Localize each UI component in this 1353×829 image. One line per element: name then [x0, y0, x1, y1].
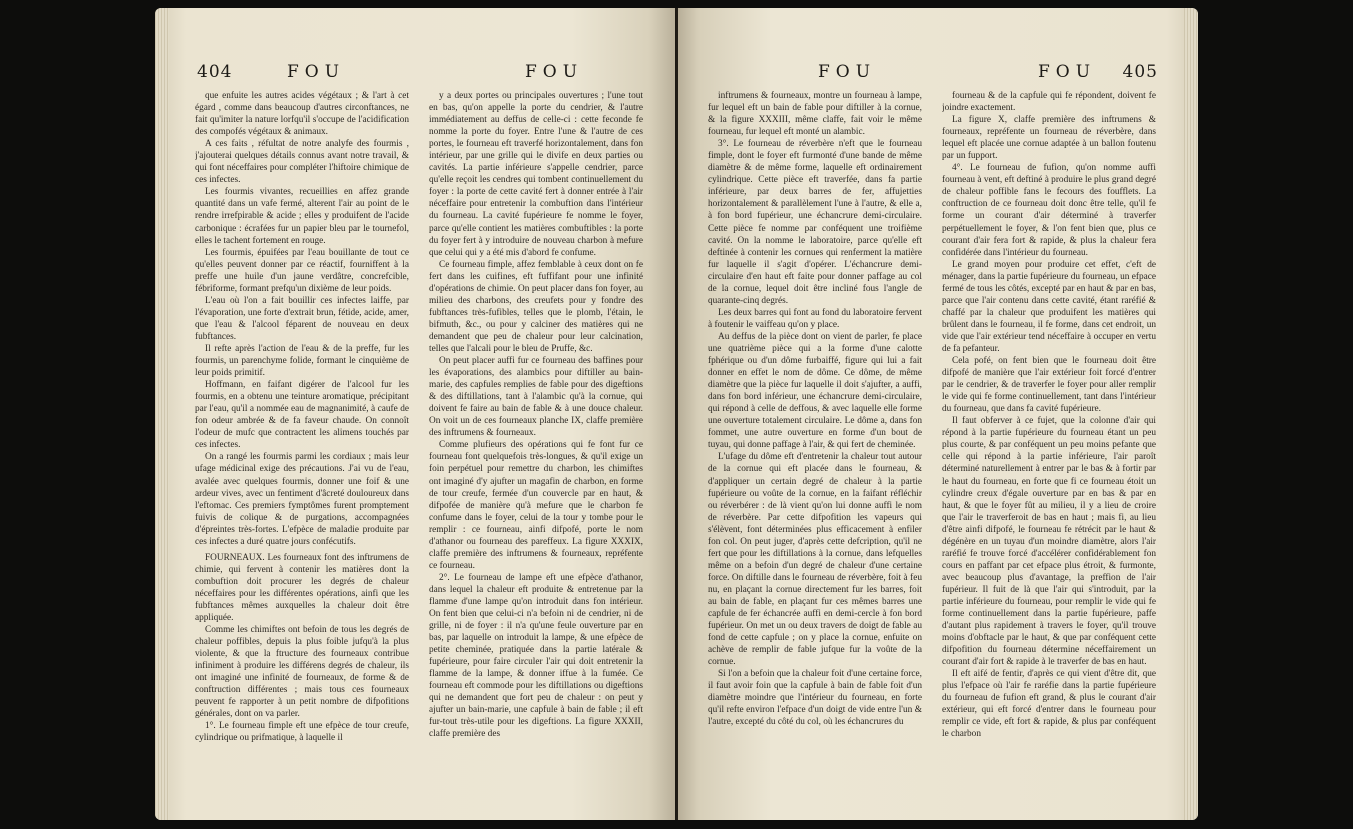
paragraph: 1°. Le fourneau fimple eft une efpèce de tour creufe, cylindrique ou prifmatique, à laquelle il [195, 721, 409, 744]
paragraph: Il faut obferver à ce fujet, que la colonne d'air qui répond à la partie fupérieure du fourneau étant un peu plus courte, & par conféquent un peu moins pefante que celle qui répond à la partie inférieure, l'air paroît déterminé naturellement à entrer par le bas & à fortir par le haut du fourneau, en forte que fi ce fourneau étoit un cylindre creux d'égale ouverture par en bas & par en haut, & que le foyer fût au milieu, il y a lieu de croire que l'air le traverferoit de bas en haut ; mais fi, au lieu d'être ainfi difpofé, le fourneau fe rétrécit par le haut & dégénère en un tuyau d'un moindre diamètre, alors l'air raréfié fe trouve forcé d'accélérer confidérablement fon cours en paffant par cet efpace plus étroit, & furmonte, avec beaucoup plus d'avantage, la preffion de l'air fupérieur. Il fuit de là que l'air qui s'introduit, par la partie inférieure du fourneau, pour remplir le vide qui fe forme continuellement dans la partie fupérieure, paffe d'autant plus rapidement à travers le foyer, qu'il trouve moins d'obftacle par le haut, & que par conféquent cette difpofition du fourneau détermine néceffairement un courant d'air fort & rapide à le traverfer de bas en haut. [942, 416, 1156, 668]
paragraph: On a rangé les fourmis parmi les cordiaux ; mais leur ufage médicinal exige des précautions. J'ai vu de l'eau, avalée avec quelques fourmis, donner une foif & une ardeur vives, avec un fentiment d'âcreté douloureux dans l'eftomac. Ces premiers fymptômes furent promptement fuivis de colique & de purgations, accompagnées d'épreintes très-fortes. L'efpèce de maladie produite par ces infectes a duré quatre jours confécutifs. [195, 452, 409, 547]
left-column-2 [429, 90, 643, 808]
left-header-right: FOU [525, 62, 584, 82]
paragraph: L'eau où l'on a fait bouillir ces infectes laiffe, par l'évaporation, une forte d'extrait brun, fétide, acide, amer, que l'eau & l'alcool féparent de nouveau en deux fubftances. [195, 295, 409, 342]
paragraph: Si l'on a befoin que la chaleur foit d'une certaine force, il faut avoir foin que la capfule à bain de fable foit d'un diamètre moindre que l'intérieur du fourneau, en forte qu'il refte environ l'efpace d'un doigt de vide entre l'un & l'autre, excepté du côté du col, où les échancrures du [708, 669, 922, 728]
paragraph: 4°. Le fourneau de fufion, qu'on nomme auffi fourneau à vent, eft deftiné à produire le plus grand degré de chaleur poffible fans le fecours des foufflets. La conftruction de ce fourneau doit donc être telle, qu'il fe forme un courant d'air déterminé à traverfer perpétuellement le foyer, & l'on fent bien que, plus ce courant d'air fera fort & rapide, & plus la chaleur fera confidérée dans l'intérieur du fourneau. [942, 163, 1156, 258]
paragraph: 2°. Le fourneau de lampe eft une efpèce d'athanor, dans lequel la chaleur eft produite & entretenue par la flamme d'une lampe qu'on introduit dans fon intérieur. On fent bien que celui-ci n'a befoin ni de cendrier, ni de grille, ni de foyer : il n'a qu'une feule ouverture par en bas, par laquelle on introduit la lampe, & une efpèce de petite cheminée, pratiquée dans la partie latérale & fupérieure, pour faire circuler l'air qui doit entretenir la flamme de la lampe, & donner iffue à la fumée. Ce fourneau eft commode pour les diftillations ou digeftions qui ne demandent que fort peu de chaleur : on peut y ajufter un bain-marie, une capfule à bain de fable ; il eft fur-tout très-utile pour les digeftions. La figure XXXII, claffe première des [429, 572, 643, 740]
paragraph: y a deux portes ou principales ouvertures ; l'une tout en bas, qu'on appelle la porte du cendrier, & l'autre immédiatement au deffus de celle-ci : cette feconde fe nomme la porte du foyer. Entre l'une & l'autre de ces portes, le fourneau eft traverfé horizontalement, dans fon intérieur, par une grille qui le divife en deux parties ou cavités. La partie inférieure s'appelle cendrier, parce qu'elle reçoit les cendres qui tombent continuellement du foyer : la porte de cette cavité fert à donner entrée à l'air néceffaire pour entretenir la combuftion dans l'intérieur du fourneau. La cavité fupérieure fe nomme le foyer, parce qu'elle contient les matières combuftibles : la porte du foyer fert à y introduire de nouveau charbon à mefure que celui qui y a été mis d'abord fe confume. [429, 91, 643, 258]
paragraph: Cela pofé, on fent bien que le fourneau doit être difpofé de manière que l'air extérieur foit forcé d'entrer par le cendrier, & de traverfer le foyer pour aller remplir le vide qui fe forme continuellement, tant dans l'intérieur du fourneau, que dans fa cavité fupérieure. [942, 356, 1156, 415]
paragraph: Au deffus de la pièce dont on vient de parler, fe place une quatrième pièce qui a la forme d'une calotte fphérique ou d'un dôme furbaiffé, figure qui lui a fait donner en effet le nom de dôme. Ce dôme, de même diamètre que la pièce fur laquelle il doit s'ajufter, a auffi, dans fon bord inférieur, une échancrure demi-circulaire, qui répond à celle de deffous, & avec laquelle elle forme une ouverture totalement circulaire. Le dôme a, dans fon fommet, une autre ouverture en forme d'un bout de tuyau, qui donne paffage à l'air, & qui fert de cheminée. [708, 331, 922, 451]
paragraph: Les fourmis vivantes, recueillies en affez grande quantité dans un vafe fermé, alterent l'air au point de le rendre irrefpirable & acide ; elles y produifent de l'acide carbonique : écrafées fur un papier bleu par le tournefol, elles le tachent fortement en rouge. [195, 187, 409, 246]
left-page-header [195, 62, 645, 88]
left-page-edge [155, 8, 169, 820]
paragraph: Ce fourneau fimple, affez femblable à ceux dont on fe fert dans les cuifines, eft fuffifant pour une infinité d'opérations de chimie. On peut placer dans fon foyer, au milieu des charbons, des creufets pour y fondre des fubftances très-fufibles, telles que le plomb, l'étain, le bifmuth, &c., ou pour y calciner des matières qui ne demandent que peu de chaleur pour leur calcination, telles que l'alcali pour le bleu de Pruffe, &c. [429, 259, 643, 354]
section-entry-fourneaux: FOURNEAUX. Les fourneaux font des inftrumens de chimie, qui fervent à contenir les matières dont la combuftion doit procurer les degrés de chaleur néceffaires pour les différentes opérations, ainfi que les fubftances mêmes auxquelles la chaleur doit être appliquée. [195, 552, 409, 624]
paragraph: 3°. Le fourneau de réverbère n'eft que le fourneau fimple, dont le foyer eft furmonté d'une bande de même diamètre & de même forme, laquelle eft ordinairement cylindrique. Cette pièce eft traverfée, dans fa partie inférieure, par deux barres de fer, affujetties horizontalement & parallèlement l'une à l'autre, & elle a, à fon bord fupérieur, une échancrure demi-circulaire. Cette pièce fe nomme par conféquent une troifième cavité. On la nomme le laboratoire, parce qu'elle eft deftinée à contenir les cornues qui renferment la matière fur laquelle il s'agit d'opérer. L'échancrure demi-circulaire d'en haut eft faite pour donner paffage au col de la cornue, lequel doit être incliné fous l'angle de quarante-cinq degrés. [708, 139, 922, 306]
paragraph: Comme les chimiftes ont befoin de tous les degrés de chaleur poffibles, depuis la plus foible jufqu'à la plus violente, & que la ftructure des fourneaux contribue infiniment à produire les différens degrés de chaleur, ils ont imaginé une infinité de fourneaux, de forme & de conftruction différentes ; mais tous ces fourneaux peuvent fe rapporter à un petit nombre de difpofitions générales, dont on va parler. [195, 625, 409, 720]
right-column-1 [708, 90, 922, 808]
right-header-left: FOU [818, 62, 877, 82]
paragraph: Il refte après l'action de l'eau & de la preffe, fur les fourmis, un parenchyme folide, formant le cinquième de leur poids primitif. [195, 343, 409, 379]
right-column-2 [942, 90, 1156, 808]
paragraph: Le grand moyen pour produire cet effet, c'eft de ménager, dans la partie fupérieure du fourneau, un efpace fermé de tous les côtés, excepté par en haut & par en bas, parce que l'air contenu dans cette cavité, étant raréfié & chaffé par la chaleur que produifent les matières qui brûlent dans le fourneau, il fe forme, dans cet endroit, un vide que l'air extérieur tend néceffaire à occuper en vertu de fa pefanteur. [942, 259, 1156, 354]
right-page-columns [708, 90, 1160, 808]
paragraph: Hoffmann, en faifant digérer de l'alcool fur les fourmis, en a obtenu une teinture aromatique, précipitant par l'eau, qu'il a nommée eau de magnanimité, à caufe de fon odeur ambrée & de fa faveur chaude. On connoît l'odeur de mufc que contractent les alimens touchés par ces infectes. [195, 380, 409, 451]
left-page [155, 8, 675, 820]
paragraph: Comme plufieurs des opérations qui fe font fur ce fourneau font quelquefois très-longues, & qu'il exige un foin perpétuel pour remettre du charbon, les chimiftes ont imaginé d'y ajufter un magafin de charbon, en forme de tour creufe, fermée d'un couvercle par en haut, & difpofée de manière qu'à mefure que le charbon fe confume dans le foyer, celui de la tour y tombe pour le remplir : ce fourneau, ainfi difpofé, porte le nom d'athanor ou fourneau des pareffeux. La figure XXXIX, claffe première des inftrumens & fourneaux, repréfente ce fourneau. [429, 440, 643, 571]
paragraph: Les fourmis, épuifées par l'eau bouillante de tout ce qu'elles peuvent donner par ce réactif, fourniffent à la preffe une huile d'un jaune verdâtre, concrefcible, fébriforme, formant prefqu'un dixième de leur poids. [195, 247, 409, 294]
right-page [678, 8, 1198, 820]
paragraph: Les deux barres qui font au fond du laboratoire fervent à foutenir le vaiffeau qu'on y place. [708, 307, 922, 330]
right-page-header [708, 62, 1160, 88]
right-page-edge [1184, 8, 1198, 820]
paragraph: On peut placer auffi fur ce fourneau des baffines pour les évaporations, des alambics pour diftiller au bain-marie, des capfules remplies de fable pour des digeftions & des diftillations, tant à l'alambic qu'à la cornue, qui doivent fe faire au bain de fable & à une douce chaleur. On voit un de ces fourneaux planche IX, claffe première des inftrumens & fourneaux. [429, 356, 643, 439]
left-page-columns [195, 90, 645, 808]
paragraph: Il eft aifé de fentir, d'après ce qui vient d'être dit, que plus l'efpace où l'air fe raréfie dans la partie fupérieure du fourneau de fufion eft grand, & plus le courant d'air extérieur, qui eft forcé d'entrer dans le fourneau pour remplir ce vide, eft fort & rapide, & plus par conféquent le charbon [942, 669, 1156, 740]
left-page-number: 404 [197, 62, 233, 82]
left-header-left: FOU [287, 62, 346, 82]
left-column-1 [195, 90, 409, 808]
paragraph: inftrumens & fourneaux, montre un fourneau à lampe, fur lequel eft un bain de fable pour diftiller à la cornue, & la figure XXXIII, même claffe, fait voir le même fourneau, fur lequel eft monté un alambic. [708, 91, 922, 138]
paragraph: A ces faits , réfultat de notre analyfe des fourmis , j'ajouterai quelques détails connus avant notre travail, & qui font néceffaires pour compléter l'hiftoire chimique de ces infectes. [195, 139, 409, 186]
paragraph: fourneau & de la capfule qui fe répondent, doivent fe joindre exactement. [942, 91, 1156, 114]
paragraph: que enfuite les autres acides végétaux ; & l'art à cet égard , comme dans beaucoup d'autres circonftances, ne fait qu'imiter la nature lorfqu'il s'occupe de l'acidification des compofés végétaux & animaux. [195, 91, 409, 138]
paragraph: L'ufage du dôme eft d'entretenir la chaleur tout autour de la cornue qui eft placée dans le fourneau, & d'appliquer un certain degré de chaleur à la partie fupérieure ou voûte de la cornue, en la faifant réfléchir ou réverbérer : de là vient qu'on lui donne auffi le nom de réverbère. Par cette difpofition les vapeurs qui s'élèvent, font déterminées plus efficacement à enfiler fon col. On peut juger, d'après cette defcription, qu'il ne fert que pour les diftillations à la cornue, dans lefquelles même on a befoin d'un degré de chaleur d'une certaine force. On diftille dans le fourneau de réverbère, foit à feu nu, en plaçant la cornue directement fur les barres, foit au bain de fable, en plaçant fur ces mêmes barres une capfule de fer échancrée auffi en demi-cercle à fon bord fupérieur. On met un ou deux travers de doigt de fable au fond de cette capfule ; on y place la cornue, enfuite on achève de remplir de fable jufque fur la voûte de la cornue. [708, 452, 922, 668]
paragraph: La figure X, claffe première des inftrumens & fourneaux, repréfente un fourneau de réverbère, dans lequel eft placée une cornue adaptée à un ballon foutenu par un fupport. [942, 115, 1156, 162]
right-page-number: 405 [1122, 62, 1158, 82]
right-header-right: FOU [1038, 62, 1097, 82]
